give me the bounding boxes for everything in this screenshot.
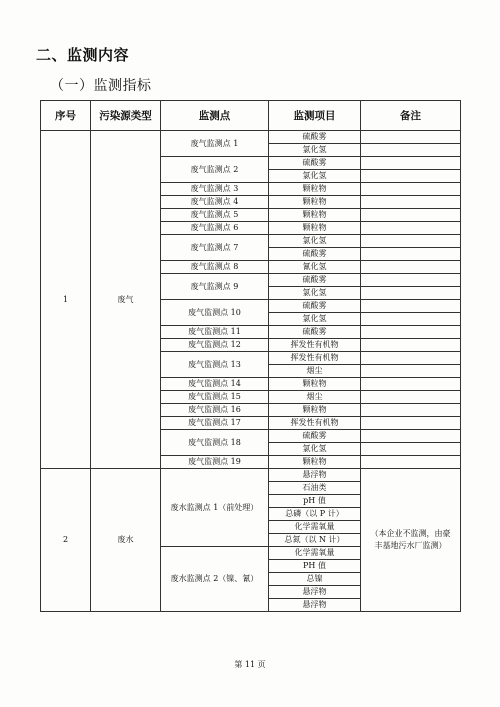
cell-monitoring-item: 硫酸雾 <box>269 274 361 287</box>
cell-monitoring-point: 废气监测点 11 <box>161 326 269 339</box>
cell-monitoring-item: PH 值 <box>269 560 361 573</box>
cell-monitoring-item: 硫酸雾 <box>269 157 361 170</box>
cell-monitoring-item: 颗粒物 <box>269 196 361 209</box>
cell-remark <box>361 443 461 456</box>
page-number: 第 11 页 <box>234 660 266 669</box>
cell-monitoring-item: 颗粒物 <box>269 378 361 391</box>
cell-remark <box>361 313 461 326</box>
cell-remark <box>361 131 461 144</box>
cell-monitoring-point: 废气监测点 9 <box>161 274 269 300</box>
cell-monitoring-point: 废气监测点 13 <box>161 352 269 378</box>
cell-monitoring-point: 废气监测点 1 <box>161 131 269 157</box>
cell-monitoring-point: 废气监测点 4 <box>161 196 269 209</box>
cell-remark <box>361 339 461 352</box>
cell-monitoring-item: 总磷（以 P 计） <box>269 508 361 521</box>
cell-monitoring-point: 废气监测点 5 <box>161 209 269 222</box>
cell-monitoring-item: 硫酸雾 <box>269 248 361 261</box>
cell-remark <box>361 391 461 404</box>
cell-remark <box>361 326 461 339</box>
cell-monitoring-point: 废气监测点 14 <box>161 378 269 391</box>
cell-remark <box>361 196 461 209</box>
cell-remark <box>361 183 461 196</box>
cell-monitoring-point: 废气监测点 6 <box>161 222 269 235</box>
header-source-type: 污染源类型 <box>91 101 161 131</box>
table-row <box>41 469 461 482</box>
cell-remark <box>361 404 461 417</box>
cell-monitoring-item: 硫酸雾 <box>269 326 361 339</box>
cell-monitoring-item: 石油类 <box>269 482 361 495</box>
cell-monitoring-item: 硫酸雾 <box>269 430 361 443</box>
cell-remark <box>361 261 461 274</box>
cell-monitoring-item: 硫酸雾 <box>269 131 361 144</box>
cell-remark <box>361 300 461 313</box>
cell-remark <box>361 274 461 287</box>
header-seq: 序号 <box>41 101 91 131</box>
cell-monitoring-point: 废气监测点 7 <box>161 235 269 261</box>
cell-remark <box>361 352 461 365</box>
cell-monitoring-item: 氯化氢 <box>269 235 361 248</box>
cell-remark <box>361 287 461 300</box>
cell-monitoring-item: 颗粒物 <box>269 209 361 222</box>
monitoring-table <box>40 100 461 612</box>
cell-monitoring-point: 废水监测点 2（镍、氰） <box>161 547 269 612</box>
header-item: 监测项目 <box>269 101 361 131</box>
cell-monitoring-item: 硫酸雾 <box>269 300 361 313</box>
cell-monitoring-item: 化学需氧量 <box>269 521 361 534</box>
cell-monitoring-item: 氯化氢 <box>269 313 361 326</box>
cell-monitoring-point: 废气监测点 17 <box>161 417 269 430</box>
cell-monitoring-item: 悬浮物 <box>269 599 361 612</box>
cell-remark <box>361 144 461 157</box>
cell-remark <box>361 248 461 261</box>
subsection-heading: （一）监测指标 <box>50 78 152 94</box>
cell-monitoring-item: 氯化氢 <box>269 170 361 183</box>
cell-monitoring-item: 氰化氢 <box>269 261 361 274</box>
cell-monitoring-item: 烟尘 <box>269 365 361 378</box>
cell-monitoring-item: 悬浮物 <box>269 469 361 482</box>
cell-monitoring-item: 颗粒物 <box>269 222 361 235</box>
cell-monitoring-point: 废气监测点 12 <box>161 339 269 352</box>
cell-remark <box>361 209 461 222</box>
cell-remark <box>361 430 461 443</box>
cell-monitoring-item: 挥发性有机物 <box>269 352 361 365</box>
cell-monitoring-item: 颗粒物 <box>269 183 361 196</box>
cell-source-type: 废气 <box>91 131 161 469</box>
cell-remark <box>361 222 461 235</box>
cell-monitoring-item: 氯化氢 <box>269 443 361 456</box>
cell-monitoring-item: 颗粒物 <box>269 404 361 417</box>
cell-monitoring-point: 废气监测点 2 <box>161 157 269 183</box>
cell-monitoring-point: 废气监测点 18 <box>161 430 269 456</box>
cell-monitoring-item: 颗粒物 <box>269 456 361 469</box>
table-header-row <box>41 101 461 131</box>
cell-monitoring-item: 烟尘 <box>269 391 361 404</box>
cell-remark <box>361 378 461 391</box>
cell-remark <box>361 365 461 378</box>
cell-monitoring-point: 废气监测点 8 <box>161 261 269 274</box>
cell-monitoring-item: pH 值 <box>269 495 361 508</box>
cell-monitoring-point: 废气监测点 16 <box>161 404 269 417</box>
cell-monitoring-item: 悬浮物 <box>269 586 361 599</box>
cell-remark <box>361 417 461 430</box>
cell-seq: 2 <box>41 469 91 612</box>
cell-monitoring-item: 总镍 <box>269 573 361 586</box>
header-point: 监测点 <box>161 101 269 131</box>
cell-monitoring-point: 废气监测点 10 <box>161 300 269 326</box>
header-remark: 备注 <box>361 101 461 131</box>
cell-monitoring-point: 废水监测点 1（前处理） <box>161 469 269 547</box>
cell-remark: （本企业不监测，由豪丰基地污水厂监测） <box>361 469 461 612</box>
cell-remark <box>361 157 461 170</box>
cell-monitoring-item: 氯化氢 <box>269 287 361 300</box>
cell-monitoring-item: 化学需氧量 <box>269 547 361 560</box>
cell-remark <box>361 235 461 248</box>
cell-monitoring-item: 氯化氢 <box>269 144 361 157</box>
cell-monitoring-point: 废气监测点 3 <box>161 183 269 196</box>
cell-monitoring-point: 废气监测点 19 <box>161 456 269 469</box>
cell-source-type: 废水 <box>91 469 161 612</box>
cell-seq: 1 <box>41 131 91 469</box>
section-heading: 二、监测内容 <box>36 46 130 64</box>
cell-remark <box>361 456 461 469</box>
cell-monitoring-item: 挥发性有机物 <box>269 417 361 430</box>
cell-monitoring-item: 总氮（以 N 计） <box>269 534 361 547</box>
cell-monitoring-point: 废气监测点 15 <box>161 391 269 404</box>
cell-monitoring-item: 挥发性有机物 <box>269 339 361 352</box>
table-body <box>41 131 461 612</box>
cell-remark <box>361 170 461 183</box>
table-row <box>41 131 461 144</box>
